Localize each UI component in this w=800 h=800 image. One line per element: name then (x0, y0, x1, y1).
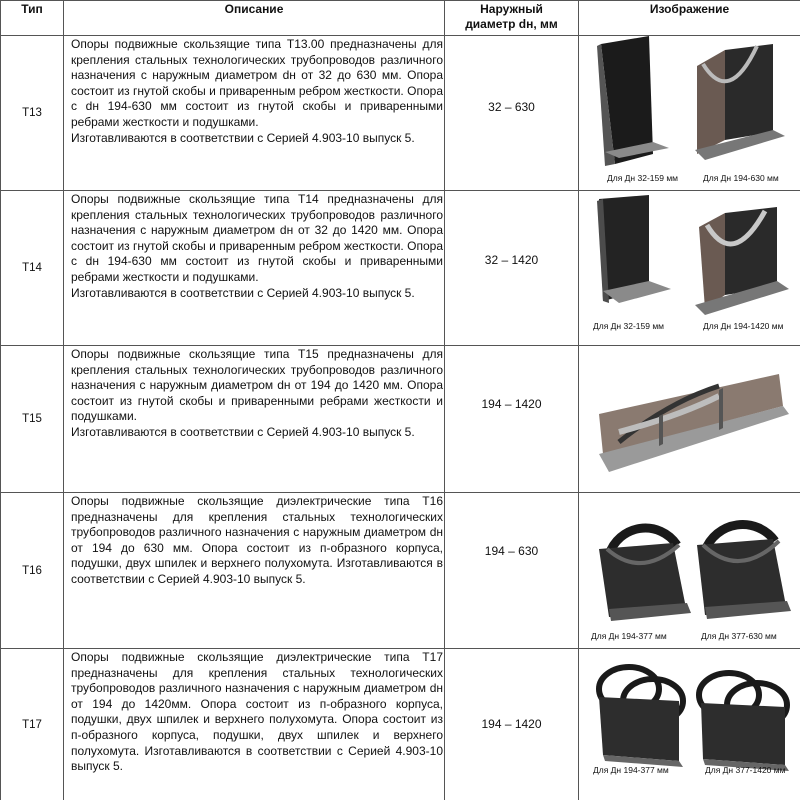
image-caption: Для Дн 32-159 мм (607, 173, 679, 183)
description-text: Опоры подвижные скользящие диэлектрические типа Т17 предназначены для крепления стальных технологических трубопроводов различного назначения с наружным диаметром dн от 194 до 1420мм. Опора состоит из п-образного корпуса, подушки, двух шпилек и верхнего полухомута. Опора состоит из п-образного корпуса, подушки, двух шпилек и верхнего полухомута. Изготавливаются в соответствии с Серией 4.903-10 выпуск 5. (71, 650, 443, 774)
support-illustration (579, 346, 800, 493)
row-type: Т13 (1, 36, 64, 191)
row-description (64, 191, 445, 346)
row-diameter: 194 – 1420 (445, 649, 579, 800)
row-description (64, 36, 445, 191)
table-row (1, 493, 800, 649)
table-row (1, 36, 800, 191)
row-image (579, 493, 800, 649)
row-description (64, 346, 445, 493)
support-illustration (579, 649, 800, 800)
row-diameter: 32 – 630 (445, 36, 579, 191)
header-image: Изображение (579, 1, 800, 36)
description-text: Опоры подвижные скользящие типа Т15 предназначены для крепления стальных технологических трубопроводов различного назначения с наружным диаметром dн от 194 до 1420 мм. Опора состоит из гнутой скобы и приваренными ребрами жесткости и подушками. (71, 347, 443, 424)
row-type: Т17 (1, 649, 64, 800)
header-row (1, 1, 800, 36)
row-diameter: 32 – 1420 (445, 191, 579, 346)
image-caption: Для Дн 377-1420 мм (705, 765, 786, 775)
header-description: Описание (64, 1, 445, 36)
row-description (64, 649, 445, 800)
row-image (579, 649, 800, 800)
manufacture-text: Изготавливаются в соответствии с Серией 4.903-10 выпуск 5. (71, 285, 415, 300)
row-diameter: 194 – 630 (445, 493, 579, 649)
image-caption: Для Дн 32-159 мм (593, 321, 665, 331)
image-caption: Для Дн 194-377 мм (593, 765, 669, 775)
manufacture-text: Изготавливаются в соответствии с Серией 4.903-10 выпуск 5. (71, 130, 415, 145)
image-caption: Для Дн 194-377 мм (591, 631, 667, 641)
row-type: Т16 (1, 493, 64, 649)
image-caption: Для Дн 194-1420 мм (703, 321, 784, 331)
table-row (1, 649, 800, 800)
header-diameter: Наружный диаметр dн, мм (445, 1, 579, 36)
header-type: Тип (1, 1, 64, 36)
description-text: Опоры подвижные скользящие диэлектрические типа Т16 предназначены для крепления стальных технологических трубопроводов различного назначения с наружным диаметром dн от 194 до 630 мм. Опора состоит из п-образного корпуса, подушки, двух шпилек и верхнего полухомута. Изготавливаются в соответствии с Серией 4.903-10 выпуск 5. (71, 494, 443, 586)
row-type: Т14 (1, 191, 64, 346)
support-illustration (579, 493, 800, 649)
row-diameter: 194 – 1420 (445, 346, 579, 493)
support-illustration (579, 36, 800, 191)
table-row (1, 191, 800, 346)
row-image (579, 36, 800, 191)
row-image (579, 191, 800, 346)
image-caption: Для Дн 194-630 мм (703, 173, 779, 183)
manufacture-text: Изготавливаются в соответствии с Серией 4.903-10 выпуск 5. (71, 424, 415, 439)
table-row (1, 346, 800, 493)
description-text: Опоры подвижные скользящие типа Т13.00 предназначены для крепления стальных технологических трубопроводов различного назначения с наружным диаметром dн от 32 до 630 мм. Опора состоит из гнутой скобы и приваренным ребром жесткости. Опора с dн 194-630 мм состоит из гнутой скобы и приваренными ребрами жесткости и подушками. (71, 37, 443, 129)
row-type: Т15 (1, 346, 64, 493)
row-image (579, 346, 800, 493)
description-text: Опоры подвижные скользящие типа Т14 предназначены для крепления стальных технологических трубопроводов различного назначения с наружным диаметром dн от 32 до 1420 мм. Опора состоит из гнутой скобы и приваренным ребром жесткости. Опора с dн 194-630 мм состоит из гнутой скобы и приваренными ребрами жесткости и подушками. (71, 192, 443, 284)
row-description (64, 493, 445, 649)
image-caption: Для Дн 377-630 мм (701, 631, 777, 641)
